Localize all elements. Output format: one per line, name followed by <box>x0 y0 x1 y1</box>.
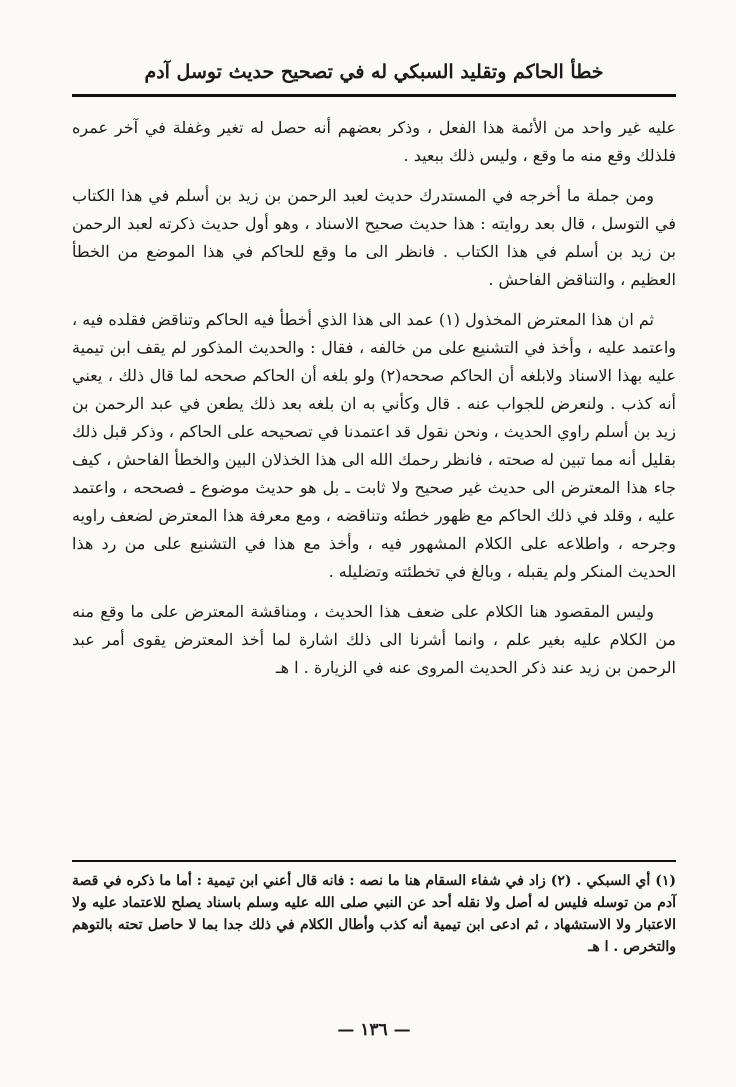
running-header: خطأ الحاكم وتقليد السبكي له في تصحيح حديث توسل آدم <box>144 61 604 83</box>
paragraph-2: ومن جملة ما أخرجه في المستدرك حديث لعبد الرحمن بن زيد بن أسلم في هذا الكتاب في التوسل ، قال بعد روايته : هذا حديث صحيح الاسناد ، وهو أول حديث ذكرته لعبد الرحمن بن زيد بن أسلم في هذا الكتاب . فانظر الى ما وقع للحاكم في هذا الموضع من الخطأ العظيم ، والتناقض الفاحش . <box>72 186 676 289</box>
footnotes <box>72 870 676 958</box>
page-number: — ١٣٦ — <box>337 1020 411 1040</box>
header-rule <box>72 94 676 97</box>
footnote-rule <box>72 860 676 862</box>
footnote-text: (١) أي السبكي . (٢) زاد في شفاء السقام هنا ما نصه : فانه قال أعني ابن تيمية : أما ما ذكره في قصة آدم من توسله فليس له أصل ولا نقله أحد عن النبي صلى الله عليه وسلم باسناد يصلح للاعتماد عليه ولا الاعتبار ولا الاستشهاد ، ثم ادعى ابن تيمية أنه كذب وأطال الكلام في ذلك جدا بما لا حاصل تحته بالتوهم والتخرص . ا هـ <box>72 873 676 955</box>
main-text <box>72 114 676 694</box>
paragraph-3: ثم ان هذا المعترض المخذول (١) عمد الى هذا الذي أخطأ فيه الحاكم وتناقض فقلده فيه ، واعتمد عليه ، وأخذ في التشنيع على من خالفه ، فقال : والحديث المذكور لم يقف ابن تيمية عليه بهذا الاسناد ولابلغه أن الحاكم صححه(٢) ولو بلغه أن الحاكم صححه لما قال ذلك ، يعني أنه كذب . ولنعرض للجواب عنه . قال وكأني به ان بلغه بعد ذلك يطعن في عبد الرحمن بن زيد بن أسلم راوي الحديث ، ونحن نقول قد اعتمدنا في تصحيحه على الحاكم ، وذكر قبل ذلك بقليل أنه مما تبين له صحته ، فانظر رحمك الله الى هذا الخذلان البين والخطأ الفاحش ، كيف جاء هذا المعترض الى حديث غير صحيح ولا ثابت ـ بل هو حديث موضوع ـ فصححه ، واعتمد عليه ، وقلد في ذلك الحاكم مع ظهور خطئه وتناقضه ، ومع معرفة هذا المعترض لضعف راويه وجرحه ، واطلاعه على الكلام المشهور فيه ، وأخذ مع هذا في التشنيع على من رد هذا الحديث المنكر ولم يقبله ، وبالغ في تخطئته وتضليله . <box>72 310 677 581</box>
paragraph-1: عليه غير واحد من الأئمة هذا الفعل ، وذكر بعضهم أنه حصل له تغير وغفلة في آخر عمره فلذلك وقع منه ما وقع ، وليس ذلك ببعيد . <box>72 118 676 165</box>
paragraph-4: وليس المقصود هنا الكلام على ضعف هذا الحديث ، ومناقشة المعترض على ما وقع منه من الكلام عليه بغير علم ، وانما أشرنا الى ذلك اشارة لما أخذ المعترض يقوى أمر عبد الرحمن بن زيد عند ذكر الحديث المروى عنه في الزيارة . ا هـ <box>72 602 676 677</box>
